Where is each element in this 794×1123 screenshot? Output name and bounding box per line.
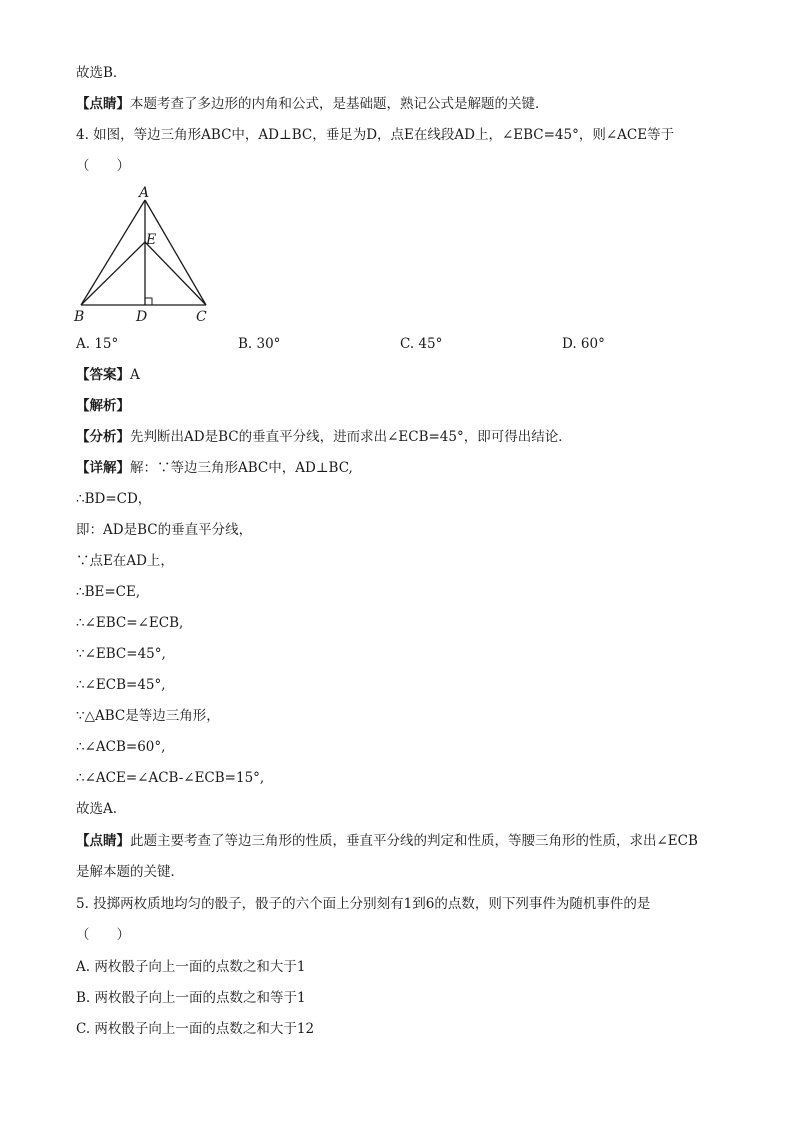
label-e: E xyxy=(146,232,157,248)
fenxi-tag: 【分析】 xyxy=(76,429,130,445)
option-d: D. 60° xyxy=(562,336,605,352)
solution-step: ∵点E在AD上， xyxy=(76,553,174,569)
label-a: A xyxy=(139,185,150,201)
dianjing-2-line xyxy=(76,832,698,850)
solution-step: ∴BD=CD， xyxy=(76,491,152,507)
side-ab xyxy=(81,200,145,305)
dianjing-2-text: 此题主要考查了等边三角形的性质，垂直平分线的判定和性质，等腰三角形的性质，求出∠ECB xyxy=(130,833,698,849)
dianjing-2-tag: 【点睛】 xyxy=(76,833,130,849)
fenxi-line xyxy=(76,428,572,446)
side-ac xyxy=(145,200,206,305)
dianjing-tag: 【点睛】 xyxy=(76,96,130,112)
dianjing-2-continued: 是解本题的关键． xyxy=(76,864,184,880)
answer-line xyxy=(76,366,140,384)
xiangjie-text: 解：∵等边三角形ABC中，AD⊥BC, xyxy=(130,460,353,476)
jiexi-line xyxy=(76,397,130,415)
answer-tag: 【答案】 xyxy=(76,367,130,383)
xiangjie-line xyxy=(76,459,353,477)
solution-step: ∵∠EBC=45°, xyxy=(76,646,166,662)
text-line: 故选B． xyxy=(76,65,127,81)
solution-step: 即：AD是BC的垂直平分线， xyxy=(76,522,253,538)
jiexi-tag: 【解析】 xyxy=(76,398,130,414)
question-5-option-a: A. 两枚骰子向上一面的点数之和大于1 xyxy=(76,959,306,975)
solution-step: ∴∠EBC=∠ECB, xyxy=(76,615,184,631)
solution-step: ∴∠ACB=60°, xyxy=(76,739,166,755)
dianjing-text: 本题考查了多边形的内角和公式，是基础题，熟记公式是解题的关键． xyxy=(130,96,549,112)
label-b: B xyxy=(74,309,85,325)
question-4-stem: 4. 如图，等边三角形ABC中，AD⊥BC，垂足为D，点E在线段AD上，∠EBC=45°，则∠ACE等于 xyxy=(76,127,675,143)
right-angle-mark xyxy=(145,298,152,305)
question-5-paren: （ ） xyxy=(76,927,130,943)
question-5-option-b: B. 两枚骰子向上一面的点数之和等于1 xyxy=(76,990,306,1006)
solution-conclusion: 故选A. xyxy=(76,801,118,817)
question-4-paren: （ ） xyxy=(76,158,130,174)
option-a: A. 15° xyxy=(76,336,119,352)
solution-step: ∵△ABC是等边三角形， xyxy=(76,708,220,724)
triangle-diagram xyxy=(70,182,220,324)
solution-step: ∴∠ECB=45°, xyxy=(76,677,166,693)
xiangjie-tag: 【详解】 xyxy=(76,460,130,476)
label-d: D xyxy=(136,309,148,325)
fenxi-text: 先判断出AD是BC的垂直平分线，进而求出∠ECB=45°，即可得出结论． xyxy=(130,429,572,445)
question-5-stem: 5. 投掷两枚质地均匀的骰子，骰子的六个面上分别刻有1到6的点数，则下列事件为随机事件的是 xyxy=(76,896,651,912)
triangle-figure xyxy=(70,182,220,324)
solution-step: ∴BE=CE, xyxy=(76,584,141,600)
dianjing-line xyxy=(76,95,549,113)
option-c: C. 45° xyxy=(400,336,443,352)
option-b: B. 30° xyxy=(238,336,281,352)
answer-value: A xyxy=(130,367,140,383)
solution-step: ∴∠ACE=∠ACB-∠ECB=15°, xyxy=(76,770,265,786)
label-c: C xyxy=(196,309,207,325)
question-5-option-c: C. 两枚骰子向上一面的点数之和大于12 xyxy=(76,1021,315,1037)
